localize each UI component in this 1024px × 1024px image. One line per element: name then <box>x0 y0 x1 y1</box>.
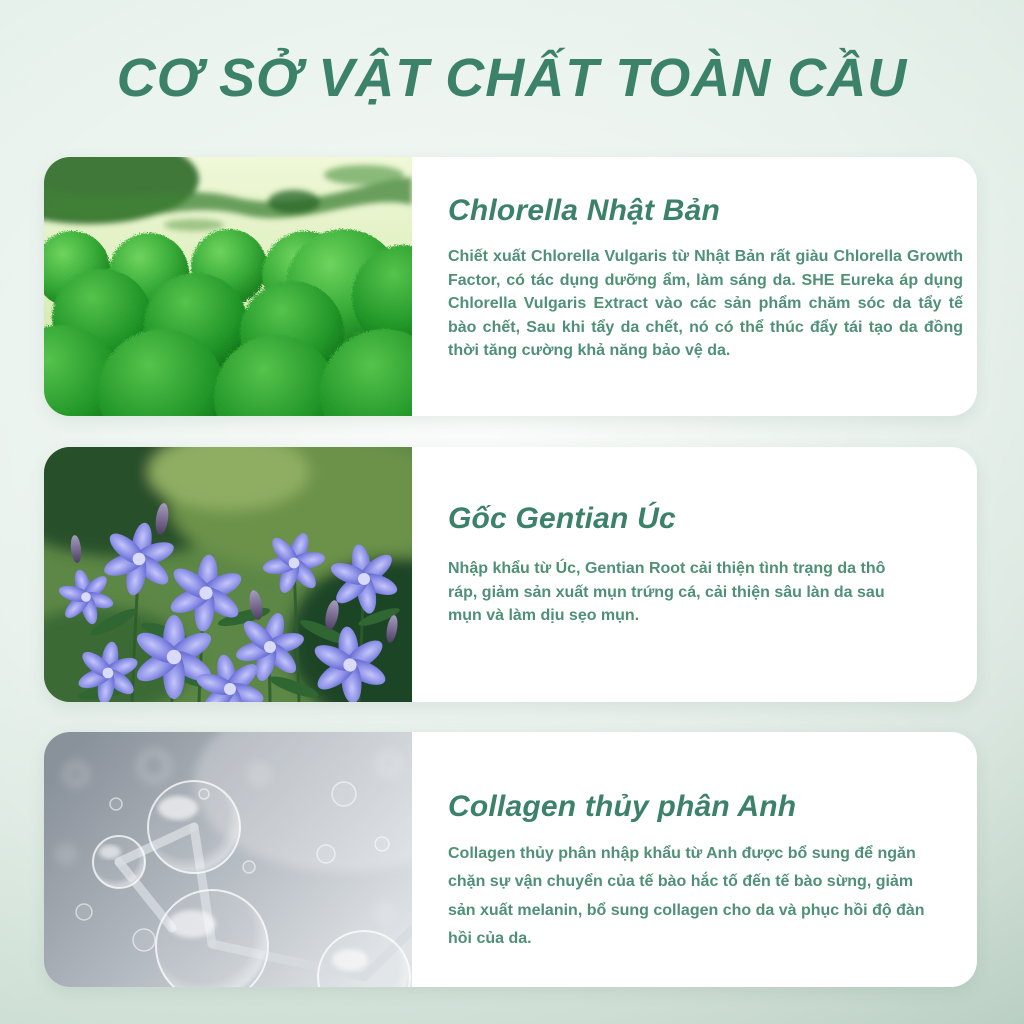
page-title: CƠ SỞ VẬT CHẤT TOÀN CẦU <box>116 48 908 108</box>
card-heading-chlorella: Chlorella Nhật Bản <box>448 194 720 227</box>
card-collagen <box>44 732 977 987</box>
collagen-molecules-image <box>44 732 412 987</box>
card-body-collagen: Collagen thủy phân nhập khẩu từ Anh được bổ sung để ngăn chặn sự vận chuyển của tế bào hắc tố đến tế bào sừng, giảm sản xuất melanin, bổ sung collagen cho da và phục hồi độ đàn hồi của da. <box>448 845 925 948</box>
card-heading-collagen: Collagen thủy phân Anh <box>448 790 797 823</box>
gentian-flowers-image <box>44 447 412 702</box>
card-gentian <box>44 447 977 702</box>
card-chlorella-text <box>448 157 963 363</box>
card-gentian-text <box>448 447 963 628</box>
marimo-moss-balls-svg <box>44 157 412 416</box>
card-chlorella <box>44 157 977 416</box>
card-heading-gentian: Gốc Gentian Úc <box>448 502 676 535</box>
card-body-chlorella: Chiết xuất Chlorella Vulgaris từ Nhật Bản rất giàu Chlorella Growth Factor, có tác dụng dưỡng ẩm, làm sáng da. SHE Eureka áp dụng Chlorella Vulgaris Extract vào các sản phẩm chăm sóc da tẩy tế bào chết, Sau khi tẩy da chết, nó có thể thúc đẩy tái tạo da đồng thời tăng cường khả năng bảo vệ da. <box>448 248 963 360</box>
collagen-molecules-svg <box>44 732 412 987</box>
marimo-moss-balls-image <box>44 157 412 416</box>
card-collagen-text <box>448 732 963 954</box>
card-body-gentian: Nhập khẩu từ Úc, Gentian Root cải thiện tình trạng da thô ráp, giảm sản xuất mụn trứng cá, cải thiện sâu làn da sau mụn và làm dịu sẹo mụn. <box>448 560 886 625</box>
gentian-flowers-svg <box>44 447 412 702</box>
